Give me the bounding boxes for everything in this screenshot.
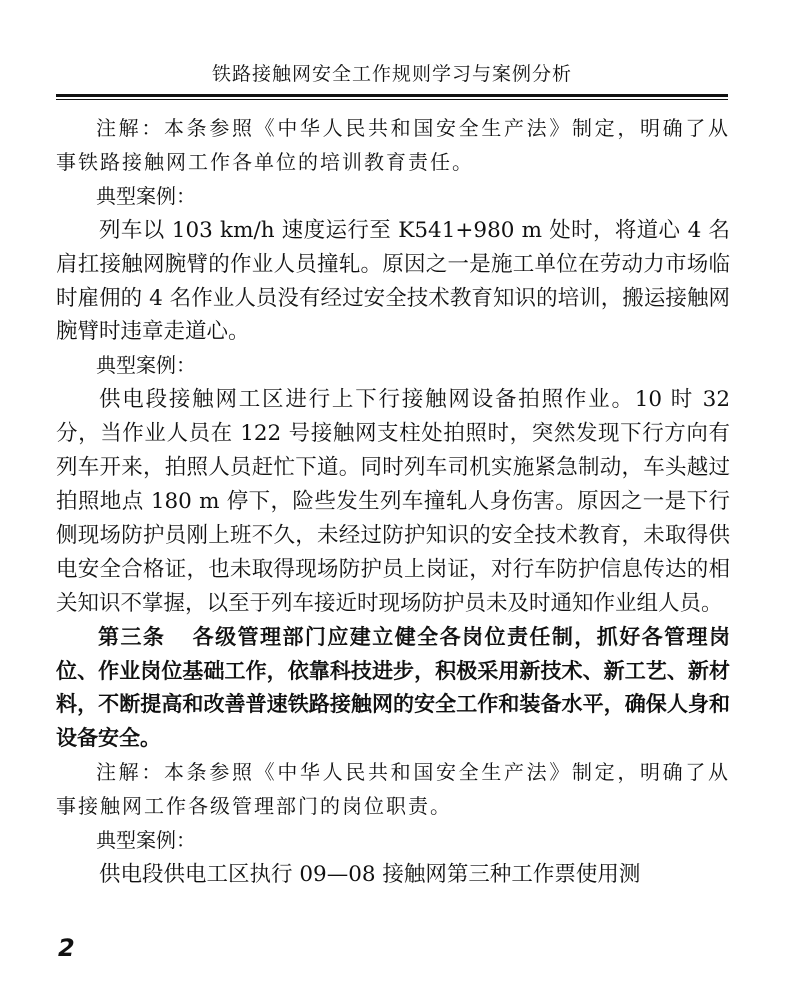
header-rule-thick <box>56 94 728 97</box>
case-paragraph: 供电段供电工区执行 09—08 接触网第三种工作票使用测 <box>99 861 641 887</box>
page-number: 2 <box>58 934 75 962</box>
typical-case-label: 典型案例： <box>96 828 196 853</box>
page-body <box>56 112 730 892</box>
typical-case-label: 典型案例： <box>96 183 196 208</box>
article-paragraph <box>56 621 730 757</box>
article-label: 第三条 <box>98 624 166 649</box>
annotation-paragraph: 注解：本条参照《中华人民共和国安全生产法》制定，明确了从事接触网工作各级管理部门的岗位职责。 <box>56 760 730 819</box>
article-text: 各级管理部门应建立健全各岗位责任制，抓好各管理岗位、作业岗位基础工作，依靠科技进步，积极采用新技术、新工艺、新材料，不断提高和改善普速铁路接触网的安全工作和装备水平，确保人身和设备安全。 <box>56 624 731 751</box>
typical-case-label: 典型案例： <box>96 353 196 378</box>
annotation-paragraph: 注解：本条参照《中华人民共和国安全生产法》制定，明确了从事铁路接触网工作各单位的培训教育责任。 <box>56 116 730 174</box>
header-rule-thin <box>56 99 728 100</box>
case-paragraph: 供电段接触网工区进行上下行接触网设备拍照作业。10 时 32 分，当作业人员在 122 号接触网支柱处拍照时，突然发现下行方向有列车开来，拍照人员赶忙下道。同时列车司机实施紧急制动，车头越过拍照地点 180 m 停下，险些发生列车撞轧人身伤害。原因之一是下行侧现场防护员刚上班不久，未经过防护知识的安全技术教育，未取得供电安全合格证，也未取得现场防护员上岗证，对行车防护信息传达的相关知识不掌握，以至于列车接近时现场防护员未及时通知作业组人员。 <box>56 387 730 616</box>
running-header: 铁路接触网安全工作规则学习与案例分析 <box>211 63 572 85</box>
case-paragraph: 列车以 103 km/h 速度运行至 K541+980 m 处时，将道心 4 名肩扛接触网腕臂的作业人员撞轧。原因之一是施工单位在劳动力市场临时雇佣的 4 名作业人员没有经过安全技术教育知识的培训，搬运接触网腕臂时违章走道心。 <box>56 217 730 345</box>
